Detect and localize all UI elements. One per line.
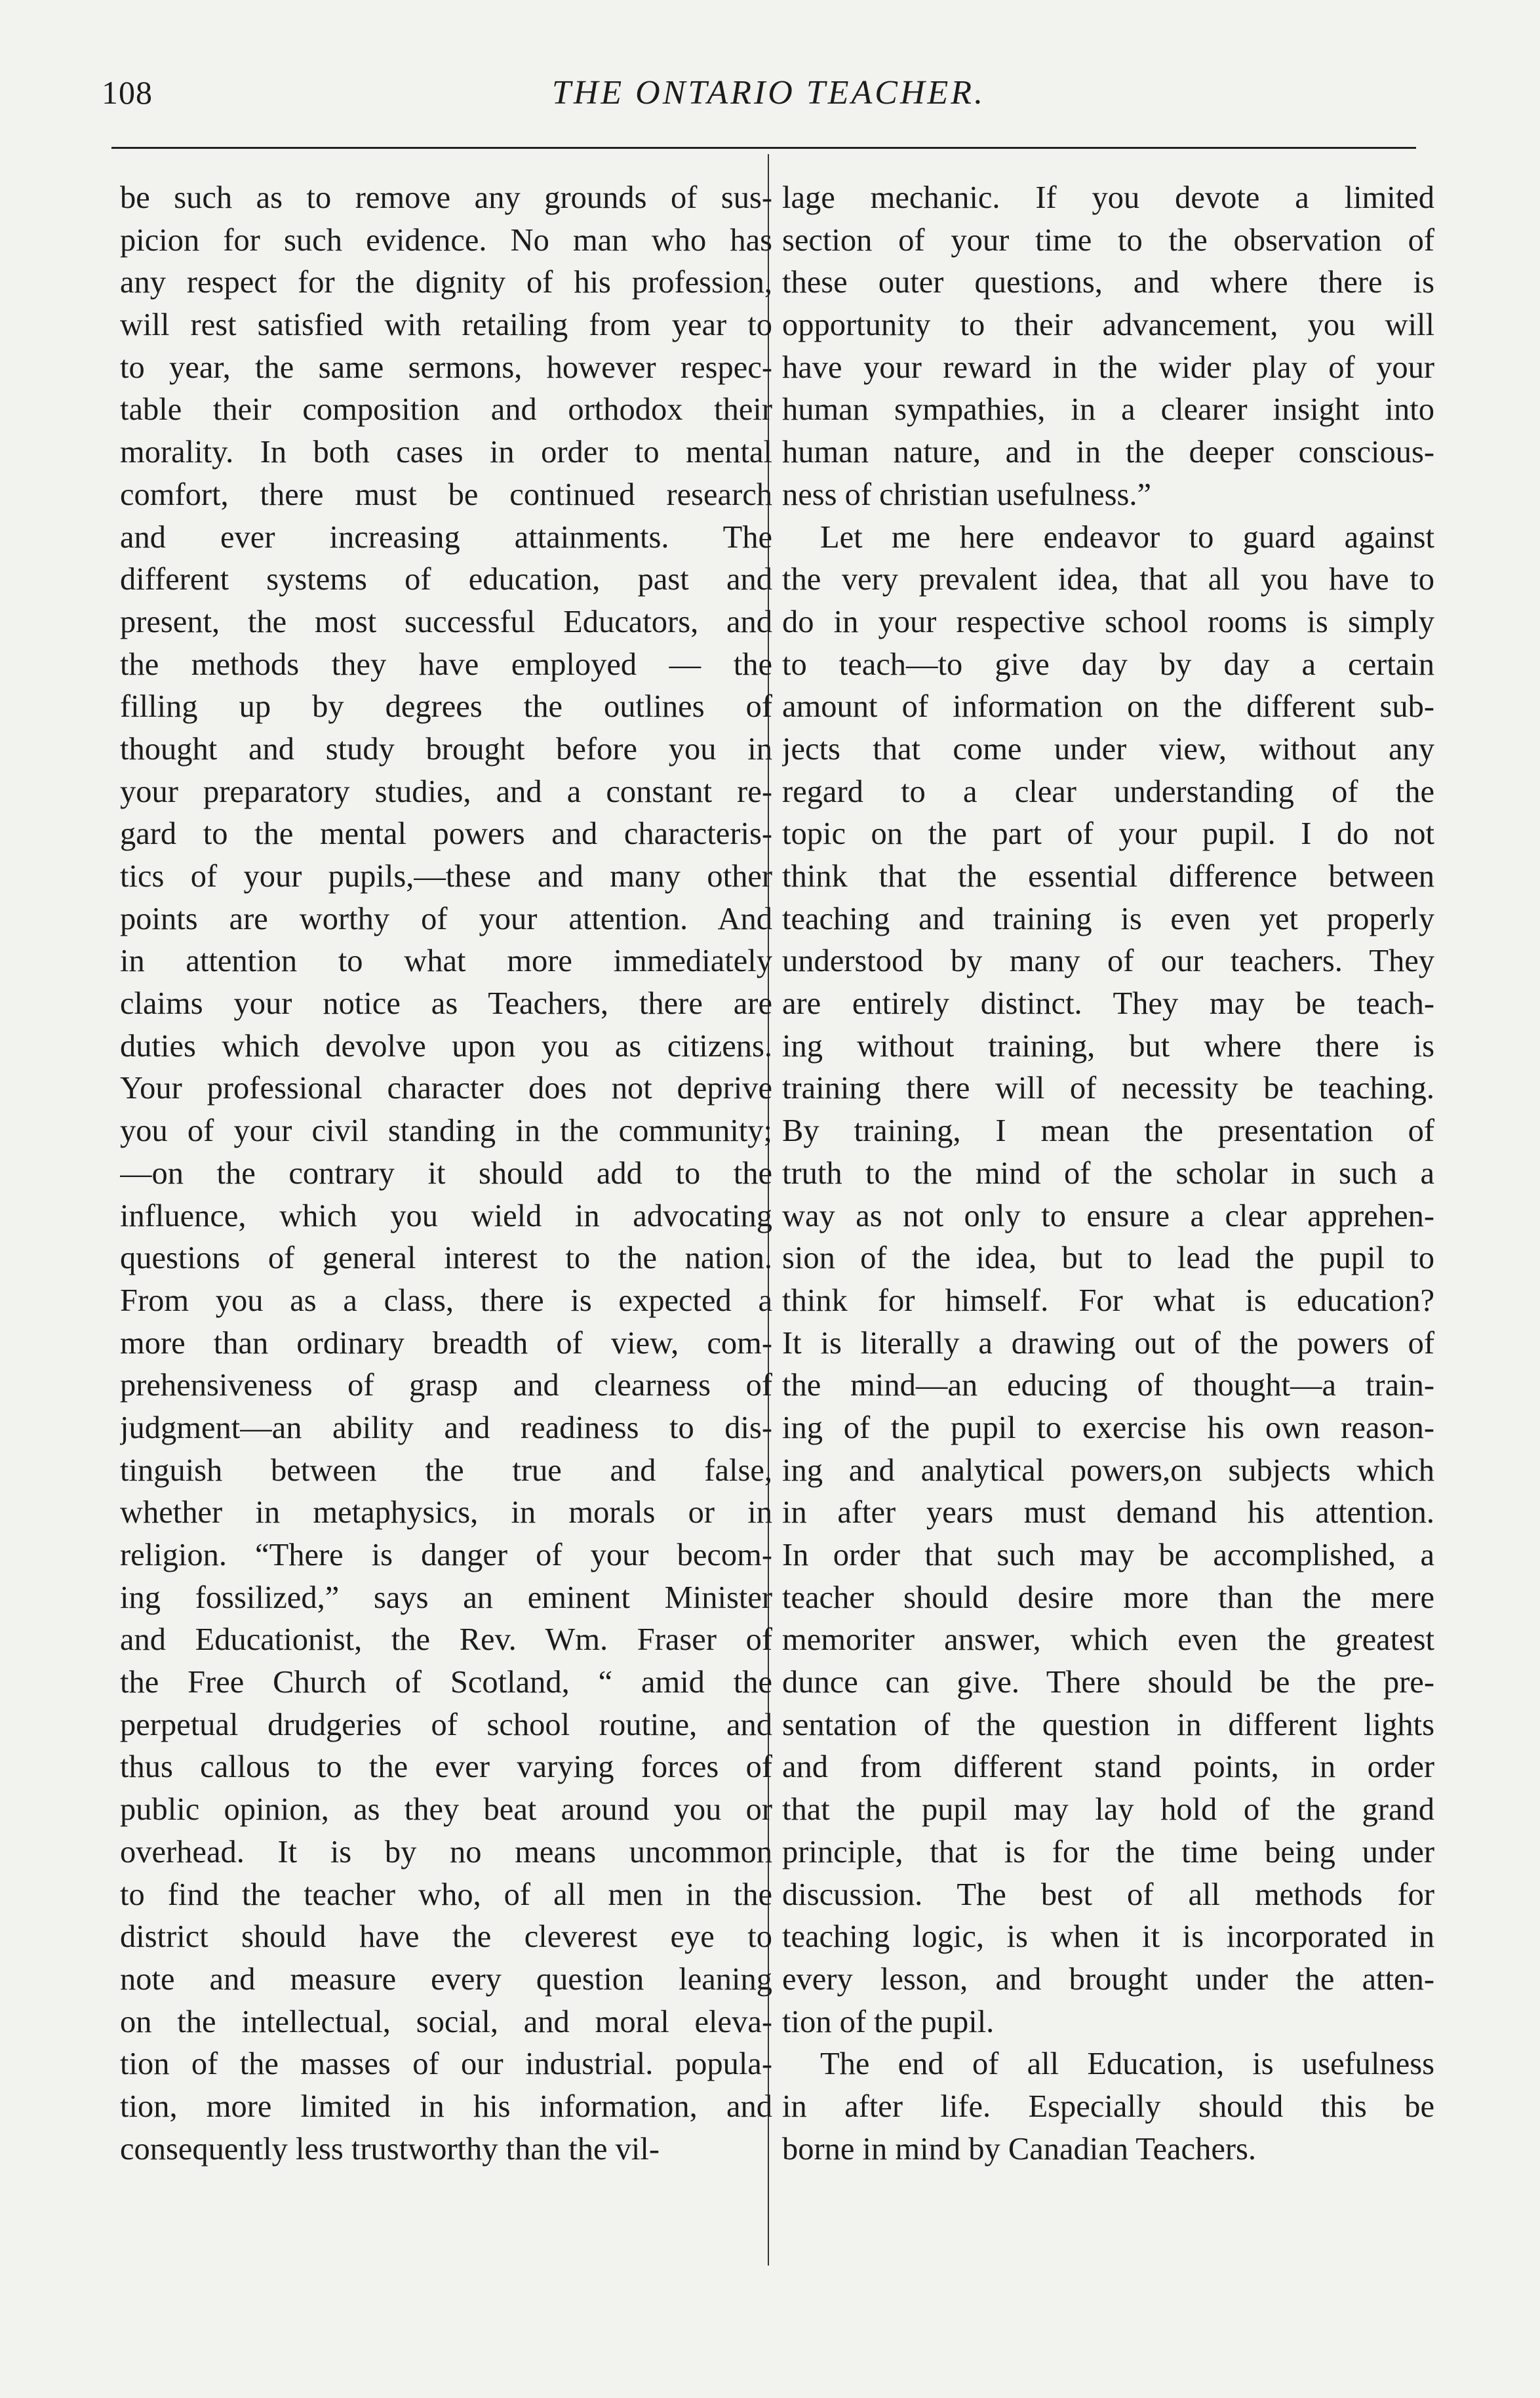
text-line: Let me here endeavor to guard against: [820, 519, 1434, 555]
text-line: in after years must demand his attention.: [782, 1495, 1434, 1530]
text-line: the Free Church of Scotland, “ amid the: [120, 1665, 772, 1700]
text-line: topic on the part of your pupil. I do not: [782, 816, 1434, 852]
text-line: ing fossilized,” says an eminent Minister: [120, 1580, 772, 1615]
text-line: In order that such may be accomplished, a: [782, 1538, 1434, 1572]
text-line: teaching and training is even yet properly: [782, 901, 1434, 936]
text-line: picion for such evidence. No man who has: [120, 222, 772, 258]
text-line: do in your respective school rooms is simply: [782, 604, 1434, 639]
right-paragraph-1: [782, 177, 1434, 517]
text-line: principle, that is for the time being under: [782, 1834, 1434, 1869]
text-line: think that the essential difference between: [782, 859, 1434, 894]
text-line: different systems of education, past and: [120, 562, 772, 597]
text-line: gard to the mental powers and characteris-: [120, 816, 772, 852]
text-line: lage mechanic. If you devote a limited: [782, 180, 1434, 215]
text-line: and from different stand points, in order: [782, 1749, 1434, 1785]
text-line: ing and analytical powers,on subjects which: [782, 1452, 1434, 1488]
page-header: [102, 73, 1436, 126]
text-line: and Educationist, the Rev. Wm. Fraser of: [120, 1622, 772, 1658]
text-line: duties which devolve upon you as citizens.: [120, 1028, 772, 1064]
text-line: the mind—an educing of thought—a train-: [782, 1368, 1434, 1403]
text-line: training there will of necessity be teaching.: [782, 1071, 1434, 1106]
text-line: filling up by degrees the outlines of: [120, 689, 772, 725]
text-line: these outer questions, and where there is: [782, 265, 1434, 300]
text-line: to find the teacher who, of all men in the: [120, 1877, 772, 1912]
text-line: that the pupil may lay hold of the grand: [782, 1792, 1434, 1828]
text-line: public opinion, as they beat around you or: [120, 1792, 772, 1828]
text-line: any respect for the dignity of his profession,: [120, 265, 772, 300]
text-line: thus callous to the ever varying forces of: [120, 1749, 772, 1785]
text-line: tion of the pupil.: [782, 2004, 995, 2039]
text-line: in after life. Especially should this be: [782, 2088, 1434, 2124]
text-line: prehensiveness of grasp and clearness of: [120, 1368, 772, 1403]
text-line: truth to the mind of the scholar in such a: [782, 1155, 1434, 1191]
text-line: The end of all Education, is usefulness: [820, 2047, 1434, 2082]
text-line: tion, more limited in his information, and: [120, 2088, 772, 2124]
text-line: questions of general interest to the nation.: [120, 1241, 772, 1276]
text-line: points are worthy of your attention. And: [120, 901, 772, 936]
text-line: ness of christian usefulness.”: [782, 477, 1152, 512]
text-line: thought and study brought before you in: [120, 731, 772, 767]
text-line: sentation of the question in different lights: [782, 1707, 1434, 1742]
text-line: have your reward in the wider play of your: [782, 350, 1434, 385]
text-line: will rest satisfied with retailing from year to: [120, 308, 772, 343]
text-line: present, the most successful Educators, and: [120, 604, 772, 639]
text-line: think for himself. For what is education?: [782, 1283, 1434, 1318]
text-line: It is literally a drawing out of the powers of: [782, 1325, 1434, 1361]
text-line: way as not only to ensure a clear apprehen-: [782, 1198, 1434, 1233]
text-line: understood by many of our teachers. They: [782, 944, 1434, 979]
text-line: be such as to remove any grounds of sus-: [120, 180, 772, 215]
text-line: comfort, there must be continued research: [120, 477, 772, 512]
text-line: regard to a clear understanding of the: [782, 774, 1434, 809]
text-line: memoriter answer, which even the greatest: [782, 1622, 1434, 1658]
text-line: table their composition and orthodox their: [120, 392, 772, 428]
header-rule: [111, 147, 1416, 149]
text-line: section of your time to the observation of: [782, 222, 1434, 258]
text-line: every lesson, and brought under the atten-: [782, 1961, 1434, 1997]
text-line: By training, I mean the presentation of: [782, 1113, 1434, 1149]
text-line: human nature, and in the deeper conscious-: [782, 435, 1434, 470]
text-line: tion of the masses of our industrial. popula-: [120, 2047, 772, 2082]
text-line: to year, the same sermons, however respec-: [120, 350, 772, 385]
running-title: THE ONTARIO TEACHER.: [551, 74, 986, 111]
text-line: in attention to what more immediately: [120, 944, 772, 979]
text-line: the methods they have employed — the: [120, 647, 772, 682]
text-line: district should have the cleverest eye to: [120, 1919, 772, 1955]
right-paragraph-3: [782, 2043, 1434, 2170]
text-line: whether in metaphysics, in morals or in: [120, 1495, 772, 1530]
text-line: morality. In both cases in order to mental: [120, 435, 772, 470]
text-line: jects that come under view, without any: [782, 731, 1434, 767]
text-line: discussion. The best of all methods for: [782, 1877, 1434, 1912]
text-line: claims your notice as Teachers, there are: [120, 986, 772, 1022]
text-line: your preparatory studies, and a constant re-: [120, 774, 772, 809]
text-line: consequently less trustworthy than the vil-: [120, 2131, 660, 2167]
text-line: tics of your pupils,—these and many other: [120, 859, 772, 894]
text-line: tinguish between the true and false,: [120, 1452, 772, 1488]
text-line: ing without training, but where there is: [782, 1028, 1434, 1064]
text-line: From you as a class, there is expected a: [120, 1283, 772, 1318]
text-line: borne in mind by Canadian Teachers.: [782, 2131, 1257, 2167]
text-line: teacher should desire more than the mere: [782, 1580, 1434, 1615]
text-line: overhead. It is by no means uncommon: [120, 1834, 772, 1869]
text-line: amount of information on the different sub-: [782, 689, 1434, 725]
text-line: sion of the idea, but to lead the pupil to: [782, 1241, 1434, 1276]
left-column: [120, 177, 772, 2170]
text-line: and ever increasing attainments. The: [120, 519, 772, 555]
text-line: Your professional character does not deprive: [120, 1071, 772, 1106]
page-number: 108: [102, 74, 153, 111]
text-line: opportunity to their advancement, you will: [782, 308, 1434, 343]
text-line: to teach—to give day by day a certain: [782, 647, 1434, 682]
text-line: on the intellectual, social, and moral eleva-: [120, 2004, 772, 2039]
text-line: human sympathies, in a clearer insight into: [782, 392, 1434, 428]
text-line: dunce can give. There should be the pre-: [782, 1665, 1434, 1700]
text-line: judgment—an ability and readiness to dis-: [120, 1410, 772, 1445]
left-paragraph: [120, 177, 772, 2170]
text-line: perpetual drudgeries of school routine, and: [120, 1707, 772, 1742]
text-line: —on the contrary it should add to the: [120, 1155, 772, 1191]
text-line: influence, which you wield in advocating: [120, 1198, 772, 1233]
right-paragraph-2: [782, 517, 1434, 2044]
text-line: religion. “There is danger of your becom-: [120, 1538, 772, 1572]
text-line: ing of the pupil to exercise his own reason-: [782, 1410, 1434, 1445]
text-line: note and measure every question leaning: [120, 1961, 772, 1997]
text-line: are entirely distinct. They may be teach-: [782, 986, 1434, 1022]
text-line: you of your civil standing in the community;: [120, 1113, 772, 1149]
text-line: teaching logic, is when it is incorporated in: [782, 1919, 1434, 1955]
text-line: more than ordinary breadth of view, com-: [120, 1325, 772, 1361]
text-line: the very prevalent idea, that all you have to: [782, 562, 1434, 597]
right-column: [782, 177, 1434, 2170]
